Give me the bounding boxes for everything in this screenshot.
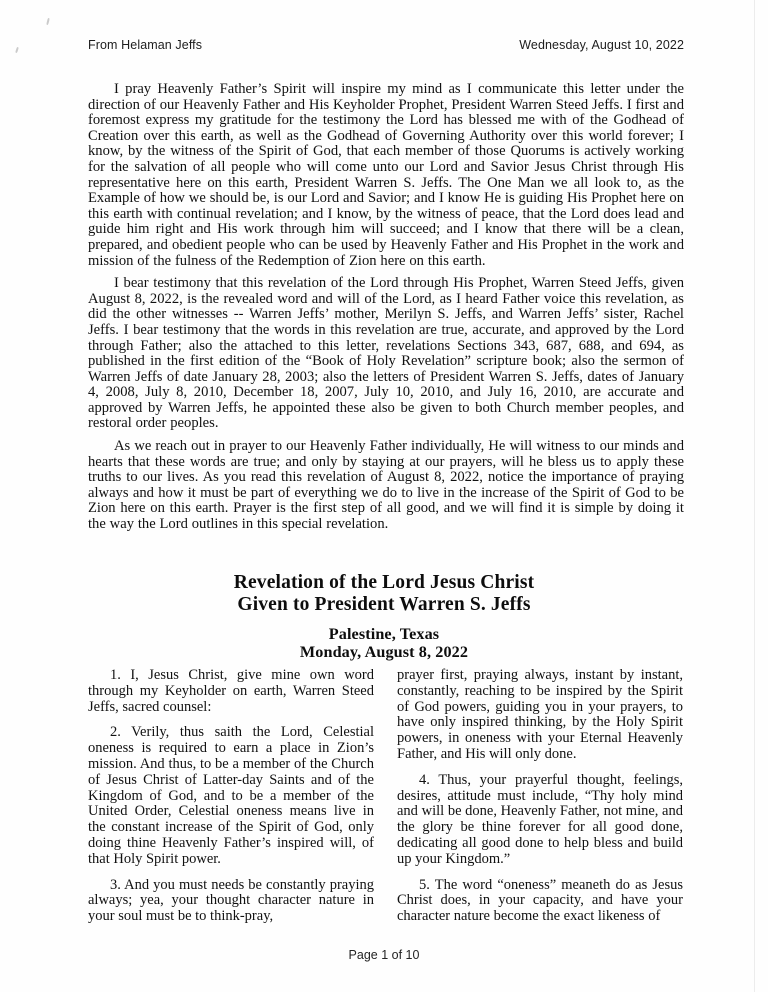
scan-speck-icon (15, 47, 19, 53)
revelation-title-block (0, 572, 768, 661)
letter-date: Wednesday, August 10, 2022 (519, 38, 684, 52)
scan-edge-line (754, 0, 755, 992)
revelation-verse: 2. Verily, thus saith the Lord, Celestial oneness is required to earn a place in Zion’s mission. And thus, to be a member of the Church of Jesus Christ of Latter-day Saints and of the Kingdom of God, and to be a member of the United Order, Celestial oneness means live in the constant increase of the Spirit of God, only doing thine Heavenly Father’s inspired will, of that Holy Spirit power. (88, 724, 374, 867)
revelation-verse: 3. And you must needs be constantly praying always; yea, your thought character nature in your soul must be to think-pray, (88, 876, 374, 925)
revelation-heading-line-2: Given to President Warren S. Jeffs (237, 593, 531, 615)
revelation-verse: 4. Thus, your prayerful thought, feelings, desires, attitude must include, “Thy holy mind and will be done, Heavenly Father, not mine, and the glory be thine forever for all good done, dedicating all good done to help bless and build up your Kingdom.” (397, 771, 683, 867)
revelation-heading-line-1: Revelation of the Lord Jesus Christ (233, 572, 535, 593)
letter-sender: From Helaman Jeffs (88, 38, 203, 52)
revelation-heading (0, 572, 768, 615)
page-number-label: Page 1 of 10 (348, 948, 420, 962)
letter-header (88, 38, 684, 52)
revelation-place: Palestine, Texas (328, 625, 440, 643)
letter-body (88, 82, 684, 540)
revelation-columns (88, 668, 684, 940)
revelation-column-right (397, 668, 683, 940)
revelation-verse: 1. I, Jesus Christ, give mine own word through my Keyholder on earth, Warren Steed Jeffs, sacred counsel: (88, 668, 374, 715)
revelation-verse: 5. The word “oneness” meaneth do as Jesus Christ does, in your capacity, and have your character nature become the exact likeness of (397, 876, 683, 925)
letter-paragraph: As we reach out in prayer to our Heavenly Father individually, He will witness to our minds and hearts that these words are true; and only by staying at our prayers, will he bless us to apply these truths to our lives. As you read this revelation of August 8, 2022, notice the importance of praying always and how it must be part of everything we do to live in the increase of the Spirit of God to be Zion here on this earth. Prayer is the first step of all good, and we will find it is simple by doing it the way the Lord outlines in this special revelation. (88, 438, 684, 533)
letter-paragraph: I bear testimony that this revelation of the Lord through His Prophet, Warren Steed Jeffs, given August 8, 2022, is the revealed word and will of the Lord, as I heard Father voice this revelation, as did the other witnesses -- Warren Jeffs’ mother, Merilyn S. Jeffs, and Warren Jeffs’ sister, Rachel Jeffs. I bear testimony that the words in this revelation are true, accurate, and approved by the Lord through Father; also the attached to this letter, revelations Sections 343, 687, 688, and 694, as published in the first edition of the “Book of Holy Revelation” scripture book; also the sermon of Warren Jeffs of date January 28, 2003; also the letters of President Warren S. Jeffs, dates of January 4, 2008, July 8, 2010, December 18, 2007, July 10, 2010, and July 16, 2010, are accurate and approved by Warren Jeffs, he appointed these also be given to both Church member peoples, and restoral order peoples. (88, 275, 684, 432)
revelation-verse-continuation: prayer first, praying always, instant by instant, constantly, reaching to be inspired by the Spirit of God powers, guiding you in your prayers, to have only inspired thinking, by the Holy Spirit powers, in oneness with your Eternal Heavenly Father, and His will only done. (397, 668, 683, 762)
revelation-subheading (0, 625, 768, 661)
letter-paragraph: I pray Heavenly Father’s Spirit will inspire my mind as I communicate this letter under the direction of our Heavenly Father and His Keyholder Prophet, President Warren Steed Jeffs. I first and foremost express my gratitude for the testimony the Lord has blessed me with of the Godhead of Creation over this earth, as well as the Godhead of Governing Authority over this world forever; I know, by the witness of the Spirit of God, that each member of those Quorums is actively working for the salvation of all people who will come unto our Lord and Savior Jesus Christ through His representative here on this earth, President Warren S. Jeffs. The One Man we all look to, as the Example of how we should be, is our Lord and Savior; and I know He is guiding His Prophet here on this earth with continual revelation; and I know, by the witness of peace, that the Lord does lead and guide him right and His work through him will succeed; and I know that there will be a clean, prepared, and obedient people who can be used by Heavenly Father and His Prophet in the work and mission of the fulness of the Redemption of Zion here on this earth. (88, 81, 684, 269)
page-footer (0, 948, 768, 962)
scan-speck-icon (46, 18, 50, 25)
revelation-column-left (88, 668, 374, 940)
revelation-date: Monday, August 8, 2022 (299, 643, 469, 662)
